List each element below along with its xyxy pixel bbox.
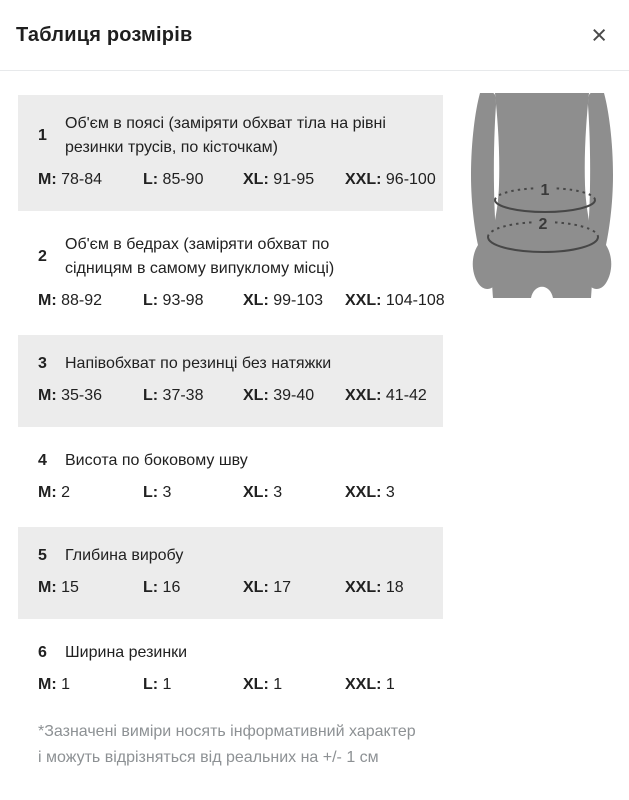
modal-title: Таблиця розмірів [16, 23, 193, 46]
size-row [18, 449, 443, 505]
size-cell: M: 1 [38, 676, 70, 693]
row-description-line [38, 352, 433, 376]
row-description: Об'єм в поясі (заміряти обхват тіла на рівні резинки трусів, по кісточкам) [65, 115, 386, 156]
row-description-line [38, 112, 433, 160]
row-description-line [38, 233, 433, 281]
row-description: Об'єм в бедрах (заміряти обхват по сідницям в самому випуклому місці) [65, 236, 335, 277]
size-cell: XXL: 3 [345, 484, 395, 501]
size-cell: XL: 1 [243, 676, 283, 693]
size-cell: XXL: 96-100 [345, 171, 436, 188]
size-cell: XL: 91-95 [243, 171, 315, 188]
size-row [18, 233, 443, 313]
right-arm-shape [586, 93, 613, 289]
left-arm-shape [471, 93, 498, 289]
row-description-line [38, 641, 433, 665]
size-cell: L: 1 [143, 676, 172, 693]
size-cell: L: 3 [143, 484, 172, 501]
body-measurement-figure [455, 93, 629, 298]
size-cell: XL: 99-103 [243, 292, 324, 309]
size-cell: XXL: 1 [345, 676, 395, 693]
footnote-line1: *Зазначені виміри носять інформативний характер [38, 723, 416, 740]
row-number: 1 [38, 127, 47, 144]
size-cell: L: 16 [143, 579, 181, 596]
row-sizes [38, 576, 433, 600]
row-sizes [38, 384, 433, 408]
row-description: Ширина резинки [65, 644, 188, 661]
waist-marker-label: 1 [540, 182, 550, 199]
size-cell: M: 2 [38, 484, 70, 501]
footnote [18, 719, 629, 771]
row-number: 3 [38, 355, 47, 372]
row-description-line [38, 449, 433, 473]
size-cell: M: 35-36 [38, 387, 103, 404]
row-number: 6 [38, 644, 47, 661]
close-icon[interactable]: × [587, 20, 611, 51]
size-cell: XXL: 41-42 [345, 387, 427, 404]
size-cell: XXL: 18 [345, 579, 404, 596]
size-row [18, 95, 443, 211]
size-cell: M: 78-84 [38, 171, 103, 188]
size-row [18, 335, 443, 427]
hip-marker-label: 2 [538, 216, 548, 233]
row-sizes [38, 168, 436, 192]
row-description: Напівобхват по резинці без натяжки [65, 355, 332, 372]
size-cell: XL: 3 [243, 484, 283, 501]
modal-header [0, 0, 629, 71]
size-cell: L: 85-90 [143, 171, 204, 188]
row-sizes [38, 673, 433, 697]
size-cell: XL: 39-40 [243, 387, 315, 404]
size-cell: L: 93-98 [143, 292, 204, 309]
size-cell: M: 88-92 [38, 292, 103, 309]
row-sizes [38, 481, 433, 505]
row-number: 5 [38, 547, 47, 564]
row-number: 4 [38, 452, 47, 469]
row-description-line [38, 544, 433, 568]
size-cell: M: 15 [38, 579, 79, 596]
size-cell: XL: 17 [243, 579, 292, 596]
footnote-line2: і можуть відрізняться від реальних на +/- 1 см [38, 749, 379, 766]
size-cell: L: 37-38 [143, 387, 204, 404]
size-row [18, 527, 443, 619]
row-sizes [38, 289, 445, 313]
torso-illustration [455, 93, 629, 298]
row-number: 2 [38, 248, 47, 265]
row-description: Висота по боковому шву [65, 452, 248, 469]
row-description: Глибина виробу [65, 547, 184, 564]
size-row [18, 641, 443, 697]
size-cell: XXL: 104-108 [345, 292, 445, 309]
